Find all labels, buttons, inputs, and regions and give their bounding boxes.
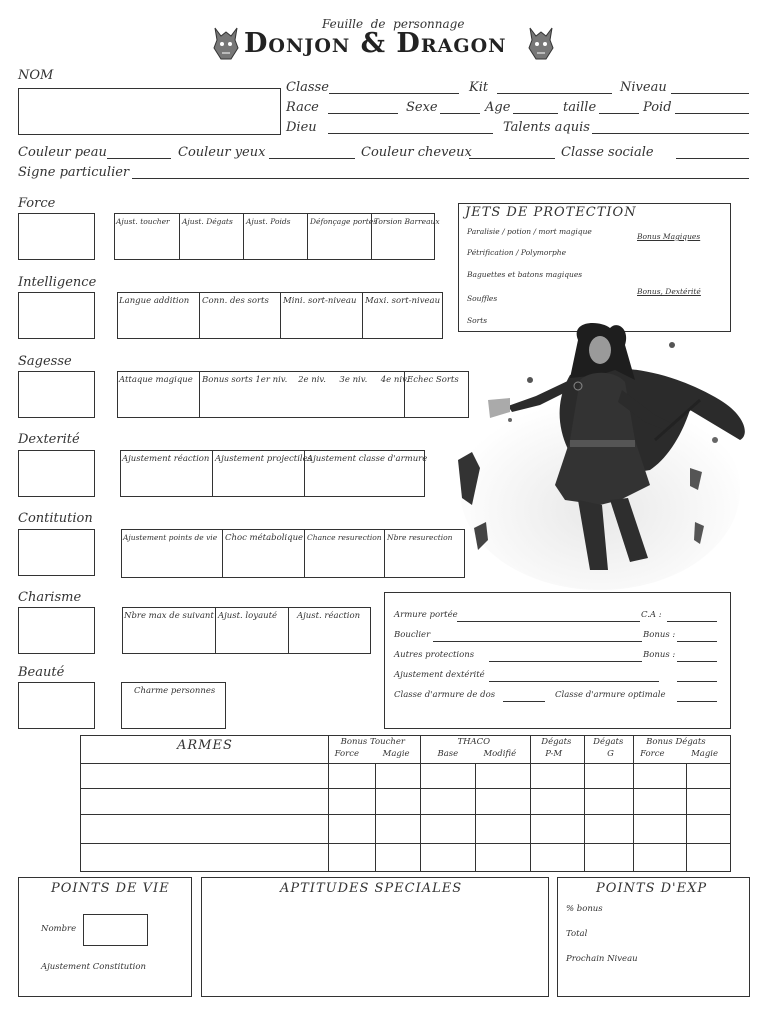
bonus-magiques-label: Bonus Magiques bbox=[637, 232, 701, 241]
thaco-modifie-label: Modifié bbox=[483, 749, 517, 759]
charisme-col-2: Ajust. loyauté bbox=[218, 611, 278, 621]
poid-label: Poid bbox=[643, 100, 672, 115]
ca-dos-label: Classe d'armure de dos bbox=[394, 690, 496, 700]
kit-label: Kit bbox=[469, 80, 489, 95]
save-item-2: Pétrification / Polymorphe bbox=[467, 248, 567, 257]
weapon-row[interactable] bbox=[81, 789, 731, 815]
dexterite-label: Dexterité bbox=[18, 432, 80, 447]
bonus-toucher-magie-label: Magie bbox=[382, 749, 410, 759]
thaco-label: THACO bbox=[457, 737, 491, 747]
weapon-row[interactable] bbox=[81, 815, 731, 844]
force-table bbox=[114, 213, 440, 260]
dexterite-col-1: Ajustement réaction bbox=[122, 454, 210, 464]
sagesse-label: Sagesse bbox=[18, 354, 72, 369]
autres-protections-field[interactable] bbox=[489, 661, 642, 662]
taille-label: taille bbox=[563, 100, 597, 115]
classe-field[interactable] bbox=[329, 93, 459, 94]
force-col-4: Défonçage portes bbox=[310, 217, 378, 226]
charisme-col-1: Nbre max de suivant bbox=[124, 611, 214, 621]
ajust-dex-field-1[interactable] bbox=[489, 681, 659, 682]
couleur-yeux-field[interactable] bbox=[269, 158, 355, 159]
aptitudes-speciales-panel[interactable] bbox=[201, 877, 549, 997]
beaute-table bbox=[121, 682, 226, 729]
intelligence-label: Intelligence bbox=[18, 275, 97, 290]
talents-label: Talents aquis bbox=[503, 120, 590, 135]
beaute-label: Beauté bbox=[18, 665, 65, 680]
armor-panel bbox=[384, 592, 731, 729]
nombre-label: Nombre bbox=[41, 924, 77, 934]
force-col-2: Ajust. Dégats bbox=[182, 217, 233, 226]
bonus-degats-force-label: Force bbox=[640, 749, 665, 759]
degats-g-label: Dégats bbox=[593, 737, 624, 747]
dragon-skull-right-icon bbox=[527, 26, 555, 64]
constitution-col-2: Choc métabolique bbox=[225, 533, 304, 543]
sexe-field[interactable] bbox=[440, 113, 480, 114]
ca-opt-field[interactable] bbox=[677, 701, 717, 702]
sagesse-score-box[interactable] bbox=[18, 371, 95, 418]
bonus-degats-magie-label: Magie bbox=[691, 749, 719, 759]
sagesse-col-3: Echec Sorts bbox=[407, 375, 459, 385]
poid-field[interactable] bbox=[675, 113, 749, 114]
pv-title: POINTS DE VIE bbox=[51, 881, 170, 896]
thaco-base-label: Base bbox=[437, 749, 459, 759]
intelligence-col-4: Maxi. sort-niveau bbox=[365, 296, 441, 306]
weapon-row[interactable] bbox=[81, 764, 731, 789]
race-label: Race bbox=[286, 100, 319, 115]
kit-field[interactable] bbox=[497, 93, 612, 94]
sagesse-table bbox=[117, 371, 469, 418]
autres-protections-label: Autres protections bbox=[394, 650, 475, 660]
dieu-label: Dieu bbox=[286, 120, 317, 135]
couleur-yeux-label: Couleur yeux bbox=[178, 145, 266, 160]
constitution-col-3: Chance resurection bbox=[307, 533, 382, 542]
exp-title: POINTS D'EXP bbox=[596, 881, 708, 896]
dexterite-col-3: Ajustement classe d'armure bbox=[307, 454, 428, 464]
prochain-niveau-label: Prochain Niveau bbox=[566, 954, 638, 964]
wizard-illustration bbox=[450, 300, 755, 592]
dragon-skull-left-icon bbox=[212, 26, 240, 64]
bonus-toucher-label: Bonus Toucher bbox=[340, 737, 405, 747]
ca-opt-label: Classe d'armure optimale bbox=[555, 690, 666, 700]
force-score-box[interactable] bbox=[18, 213, 95, 260]
sexe-label: Sexe bbox=[406, 100, 438, 115]
classe-sociale-label: Classe sociale bbox=[561, 145, 654, 160]
ca-label: C.A : bbox=[641, 610, 662, 620]
aptitudes-title: APTITUDES SPECIALES bbox=[280, 881, 463, 896]
bouclier-field[interactable] bbox=[433, 641, 642, 642]
dexterite-score-box[interactable] bbox=[18, 450, 95, 497]
weapon-row[interactable] bbox=[81, 844, 731, 872]
save-item-5: Sorts bbox=[467, 316, 488, 325]
sagesse-col-2: Bonus sorts 1er niv. 2e niv. 3e niv. 4e niv. bbox=[202, 375, 409, 385]
sheet-subtitle: Feuille de personnage bbox=[322, 17, 465, 31]
intelligence-col-2: Conn. des sorts bbox=[202, 296, 269, 306]
armure-portee-field[interactable] bbox=[457, 621, 640, 622]
intelligence-table bbox=[117, 292, 443, 339]
couleur-peau-field[interactable] bbox=[107, 158, 171, 159]
niveau-field[interactable] bbox=[671, 93, 749, 94]
ajust-dex-label: Ajustement dextérité bbox=[394, 670, 485, 680]
nombre-field[interactable] bbox=[83, 914, 148, 946]
saves-title: JETS DE PROTECTION bbox=[465, 205, 637, 220]
bonus-dexterite-label: Bonus, Dextérité bbox=[637, 287, 701, 296]
force-col-1: Ajust. toucher bbox=[116, 217, 170, 226]
save-item-3: Baguettes et batons magiques bbox=[467, 270, 583, 279]
constitution-score-box[interactable] bbox=[18, 529, 95, 576]
constitution-table bbox=[121, 529, 465, 578]
bonus-autres-field[interactable] bbox=[677, 661, 717, 662]
classe-label: Classe bbox=[286, 80, 329, 95]
pm-label: P-M bbox=[545, 749, 563, 759]
degats-pm-label: Dégats bbox=[541, 737, 572, 747]
age-field[interactable] bbox=[513, 113, 558, 114]
save-item-1: Paralisie / potion / mort magique bbox=[467, 227, 592, 236]
weapons-header-row bbox=[81, 736, 731, 764]
sheet-title: Donjon & Dragon bbox=[244, 28, 507, 59]
couleur-cheveux-label: Couleur cheveux bbox=[361, 145, 472, 160]
armure-portee-label: Armure portée bbox=[394, 610, 458, 620]
talents-field[interactable] bbox=[592, 133, 749, 134]
dexterite-table bbox=[120, 450, 428, 497]
signe-field[interactable] bbox=[132, 178, 749, 179]
constitution-col-4: Nbre resurection bbox=[387, 533, 453, 542]
force-col-5: Torsion Barreaux bbox=[374, 217, 440, 226]
charisme-label: Charisme bbox=[18, 590, 82, 605]
dexterite-col-2: Ajustement projectiles bbox=[215, 454, 313, 464]
age-label: Age bbox=[485, 100, 511, 115]
save-item-4: Souffles bbox=[467, 294, 498, 303]
nom-label: NOM bbox=[18, 68, 54, 83]
taille-field[interactable] bbox=[599, 113, 639, 114]
sagesse-col-1: Attaque magique bbox=[119, 375, 193, 385]
ca-dos-field[interactable] bbox=[503, 701, 545, 702]
charisme-col-3: Ajust. réaction bbox=[297, 611, 361, 621]
dieu-field[interactable] bbox=[328, 133, 493, 134]
total-label: Total bbox=[566, 929, 588, 939]
intelligence-col-1: Langue addition bbox=[119, 296, 190, 306]
ajust-dex-field-2[interactable] bbox=[677, 681, 717, 682]
bonus-bouclier-field[interactable] bbox=[677, 641, 717, 642]
bonus-bouclier-label: Bonus : bbox=[643, 630, 676, 640]
armes-title: ARMES bbox=[177, 738, 233, 753]
charisme-table bbox=[122, 607, 371, 654]
niveau-label: Niveau bbox=[620, 80, 667, 95]
intelligence-col-3: Mini. sort-niveau bbox=[283, 296, 357, 306]
force-label: Force bbox=[18, 196, 56, 211]
bonus-pct-label: % bonus bbox=[566, 904, 603, 914]
force-col-3: Ajust. Poids bbox=[246, 217, 291, 226]
classe-sociale-field[interactable] bbox=[676, 158, 749, 159]
constitution-col-1: Ajustement points de vie bbox=[123, 533, 218, 542]
constitution-label: Contitution bbox=[18, 511, 93, 526]
g-label: G bbox=[607, 749, 614, 759]
beaute-col-1: Charme personnes bbox=[134, 686, 216, 696]
intelligence-score-box[interactable] bbox=[18, 292, 95, 339]
race-field[interactable] bbox=[328, 113, 398, 114]
couleur-cheveux-field[interactable] bbox=[469, 158, 555, 159]
charisme-score-box[interactable] bbox=[18, 607, 95, 654]
ajust-constitution-label: Ajustement Constitution bbox=[41, 962, 146, 972]
weapons-table bbox=[80, 735, 731, 872]
points-de-vie-panel bbox=[18, 877, 192, 997]
bonus-autres-label: Bonus : bbox=[643, 650, 676, 660]
points-exp-panel bbox=[557, 877, 750, 997]
bouclier-label: Bouclier bbox=[394, 630, 431, 640]
nom-field[interactable] bbox=[18, 88, 281, 135]
couleur-peau-label: Couleur peau bbox=[18, 145, 107, 160]
ca-field[interactable] bbox=[667, 621, 717, 622]
bonus-toucher-force-label: Force bbox=[334, 749, 360, 759]
signe-label: Signe particulier bbox=[18, 165, 130, 180]
bonus-degats-label: Bonus Dégats bbox=[646, 737, 706, 747]
beaute-score-box[interactable] bbox=[18, 682, 95, 729]
